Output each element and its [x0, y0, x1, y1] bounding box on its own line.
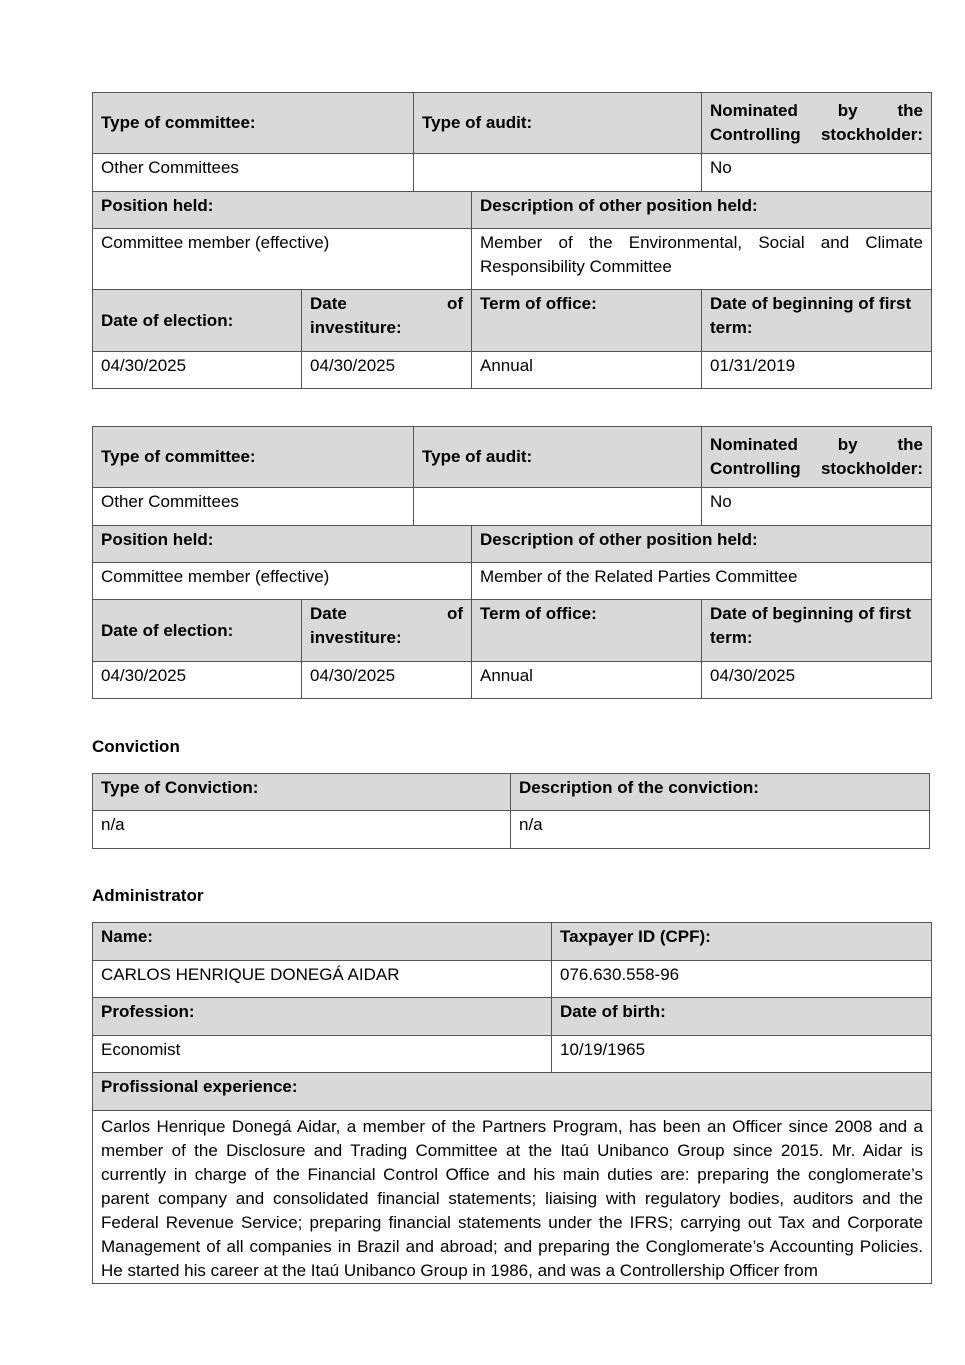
- birth-label: Date of birth:: [552, 998, 932, 1036]
- conviction-type-value: n/a: [93, 811, 511, 849]
- type-of-audit-label: Type of audit:: [414, 93, 702, 154]
- birth-value: 10/19/1965: [552, 1036, 932, 1073]
- administrator-table: [92, 922, 932, 1284]
- date-election-value: 04/30/2025: [93, 352, 302, 389]
- date-beginning-value: 01/31/2019: [702, 352, 932, 389]
- experience-text: Carlos Henrique Donegá Aidar, a member of the Partners Program, has been an Officer since 2008 and a member of the Disclosure and Trading Committee at the Itaú Unibanco Group since 2015. Mr. Aidar is currently in charge of the Financial Control Office and his main duties are: preparing the conglomerate’s parent company and consolidated financial statements; liaising with regulatory bodies, auditors and the Federal Revenue Service; preparing financial statements under the IFRS; carrying out Tax and Corporate Management of all companies in Brazil and abroad; and preparing the Conglomerate’s Accounting Policies. He started his career at the Itaú Unibanco Group in 1986, and was a Controllership Officer from: [93, 1111, 932, 1284]
- position-held-value: Committee member (effective): [93, 563, 472, 600]
- description-other-value: Member of the Environmental, Social and Climate Responsibility Committee: [472, 229, 932, 290]
- type-of-committee-value: Other Committees: [93, 154, 414, 192]
- conviction-type-label: Type of Conviction:: [93, 774, 511, 811]
- name-value: CARLOS HENRIQUE DONEGÁ AIDAR: [93, 961, 552, 998]
- cpf-value: 076.630.558-96: [552, 961, 932, 998]
- position-held-label: Position held:: [93, 192, 472, 229]
- type-of-audit-value: [414, 154, 702, 192]
- position-held-value: Committee member (effective): [93, 229, 472, 290]
- term-of-office-value: Annual: [472, 662, 702, 699]
- date-investiture-value: 04/30/2025: [302, 352, 472, 389]
- type-of-audit-value: [414, 488, 702, 526]
- description-other-value: Member of the Related Parties Committee: [472, 563, 932, 600]
- nominated-value: No: [702, 488, 932, 526]
- committee-table-2: [92, 426, 932, 699]
- date-investiture-label: Date of investiture:: [302, 600, 472, 662]
- type-of-audit-label: Type of audit:: [414, 427, 702, 488]
- date-beginning-label: Date of beginning of first term:: [702, 600, 932, 662]
- term-of-office-value: Annual: [472, 352, 702, 389]
- profession-value: Economist: [93, 1036, 552, 1073]
- administrator-heading: Administrator: [92, 886, 204, 905]
- date-beginning-value: 04/30/2025: [702, 662, 932, 699]
- term-of-office-label: Term of office:: [472, 290, 702, 352]
- conviction-table: [92, 773, 930, 849]
- type-of-committee-value: Other Committees: [93, 488, 414, 526]
- type-of-committee-label: Type of committee:: [93, 93, 414, 154]
- profession-label: Profession:: [93, 998, 552, 1036]
- nominated-value: No: [702, 154, 932, 192]
- date-election-label: Date of election:: [93, 290, 302, 352]
- nominated-label: Nominated by the Controlling stockholder:: [702, 93, 932, 154]
- cpf-label: Taxpayer ID (CPF):: [552, 923, 932, 961]
- conviction-description-label: Description of the conviction:: [511, 774, 930, 811]
- description-other-label: Description of other position held:: [472, 192, 932, 229]
- date-investiture-value: 04/30/2025: [302, 662, 472, 699]
- date-election-label: Date of election:: [93, 600, 302, 662]
- term-of-office-label: Term of office:: [472, 600, 702, 662]
- conviction-heading: Conviction: [92, 737, 180, 756]
- description-other-label: Description of other position held:: [472, 526, 932, 563]
- committee-table-1: [92, 92, 932, 389]
- type-of-committee-label: Type of committee:: [93, 427, 414, 488]
- date-election-value: 04/30/2025: [93, 662, 302, 699]
- name-label: Name:: [93, 923, 552, 961]
- experience-label: Profissional experience:: [93, 1073, 932, 1111]
- nominated-label: Nominated by the Controlling stockholder:: [702, 427, 932, 488]
- conviction-description-value: n/a: [511, 811, 930, 849]
- date-beginning-label: Date of beginning of first term:: [702, 290, 932, 352]
- position-held-label: Position held:: [93, 526, 472, 563]
- date-investiture-label: Date of investiture:: [302, 290, 472, 352]
